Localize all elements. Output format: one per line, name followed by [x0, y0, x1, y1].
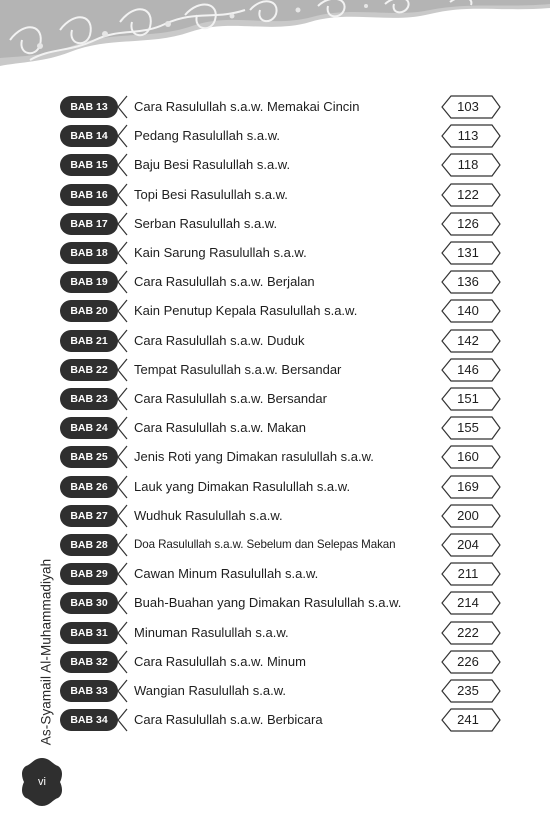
chapter-title: Cara Rasulullah s.a.w. Minum	[134, 653, 306, 669]
chapter-badge: BAB 32	[60, 651, 118, 673]
chapter-title: Cara Rasulullah s.a.w. Bersandar	[134, 391, 327, 406]
page-number-box: 200	[457, 507, 479, 523]
chapter-title: Baju Besi Rasulullah s.a.w.	[134, 157, 291, 173]
chapter-badge: BAB 18	[60, 242, 118, 264]
chapter-badge: BAB 33	[60, 680, 118, 702]
chapter-title: Jenis Roti yang Dimakan rasulullah s.a.w.	[134, 449, 374, 465]
toc-entry	[0, 678, 550, 704]
chapter-badge: BAB 23	[60, 388, 118, 410]
toc-entry	[0, 415, 550, 441]
chapter-title: Wangian Rasulullah s.a.w.	[134, 683, 286, 698]
page-number-box: 222	[457, 624, 479, 640]
page-number-box: 241	[457, 712, 479, 728]
toc-entry	[0, 298, 550, 324]
page-number-box: 146	[457, 361, 479, 377]
running-title: As-Syamail Al-Muhammadiyah	[38, 558, 54, 746]
page-number-box: 211	[457, 566, 479, 582]
toc-entry	[0, 269, 550, 295]
page-number-box: 131	[457, 245, 479, 260]
chapter-badge: BAB 15	[60, 154, 118, 176]
toc-entry	[0, 123, 550, 149]
toc-entry	[0, 182, 550, 208]
chapter-title: Lauk yang Dimakan Rasulullah s.a.w.	[134, 478, 351, 494]
toc-entry	[0, 707, 550, 733]
chapter-title: Wudhuk Rasulullah s.a.w.	[134, 507, 283, 523]
chapter-title: Serban Rasulullah s.a.w.	[134, 215, 278, 231]
page-number-box: 103	[457, 99, 479, 114]
arabesque-ornament	[0, 0, 550, 72]
chapter-badge: BAB 27	[60, 505, 118, 527]
chapter-title: Kain Penutup Kepala Rasulullah s.a.w.	[134, 303, 358, 319]
chapter-badge: BAB 25	[60, 446, 118, 468]
toc-entry	[0, 474, 550, 500]
chapter-badge: BAB 26	[60, 476, 118, 498]
page-number-box: 204	[457, 537, 479, 552]
page-number-box: 142	[457, 332, 479, 348]
chapter-title: Buah-Buahan yang Dimakan Rasulullah s.a.w.	[134, 595, 402, 611]
page-number-box: 140	[457, 303, 479, 319]
page-number-box: 113	[457, 128, 479, 144]
chapter-title: Topi Besi Rasulullah s.a.w.	[134, 186, 288, 202]
chapter-badge: BAB 31	[60, 622, 118, 644]
toc-entry	[0, 532, 550, 558]
chapter-badge: BAB 22	[60, 359, 118, 381]
chapter-title: Cara Rasulullah s.a.w. Berjalan	[134, 274, 315, 290]
chapter-badge: BAB 20	[60, 300, 118, 322]
page-number-box: 126	[457, 215, 479, 231]
page-number-box: 226	[457, 653, 479, 669]
toc-entry	[0, 94, 550, 120]
toc-entry	[0, 328, 550, 354]
chapter-title: Tempat Rasulullah s.a.w. Bersandar	[134, 361, 342, 377]
toc-entry	[0, 590, 550, 616]
page-number-box: 214	[457, 595, 479, 611]
chapter-badge: BAB 13	[60, 96, 118, 118]
page-number-box: 169	[457, 478, 479, 494]
page-number-box: 118	[457, 157, 479, 173]
chapter-badge: BAB 16	[60, 184, 118, 206]
toc-entry	[0, 357, 550, 383]
chapter-badge: BAB 19	[60, 271, 118, 293]
page-number-box: 160	[457, 449, 479, 465]
chapter-badge: BAB 34	[60, 709, 118, 731]
chapter-title: Kain Sarung Rasulullah s.a.w.	[134, 245, 307, 260]
toc-entry	[0, 444, 550, 470]
chapter-badge: BAB 24	[60, 417, 118, 439]
toc-entry	[0, 386, 550, 412]
chapter-title: Doa Rasulullah s.a.w. Sebelum dan Selepas Makan	[134, 538, 396, 551]
page-number-box: 235	[457, 683, 479, 698]
chapter-title: Cara Rasulullah s.a.w. Makan	[134, 420, 306, 436]
chapter-title: Cawan Minum Rasulullah s.a.w.	[134, 566, 319, 582]
chapter-title: Pedang Rasulullah s.a.w.	[134, 128, 280, 144]
toc-entry	[0, 240, 550, 266]
chapter-badge: BAB 28	[60, 534, 118, 556]
page-number-box: 155	[457, 420, 479, 436]
toc-entry	[0, 620, 550, 646]
chapter-badge: BAB 14	[60, 125, 118, 147]
page-number-box: 122	[457, 186, 479, 202]
chapter-badge: BAB 17	[60, 213, 118, 235]
toc-entry	[0, 561, 550, 587]
chapter-title: Cara Rasulullah s.a.w. Memakai Cincin	[134, 99, 360, 114]
toc-entry	[0, 503, 550, 529]
chapter-title: Minuman Rasulullah s.a.w.	[134, 624, 289, 640]
chapter-title: Cara Rasulullah s.a.w. Duduk	[134, 332, 305, 348]
page-number-box: 136	[457, 274, 479, 290]
chapter-badge: BAB 29	[60, 563, 118, 585]
page-number-box: 151	[457, 391, 479, 406]
page-number: vi	[38, 776, 46, 788]
chapter-badge: BAB 21	[60, 330, 118, 352]
chapter-title: Cara Rasulullah s.a.w. Berbicara	[134, 712, 323, 728]
toc-entry	[0, 152, 550, 178]
toc-entry	[0, 211, 550, 237]
chapter-badge: BAB 30	[60, 592, 118, 614]
